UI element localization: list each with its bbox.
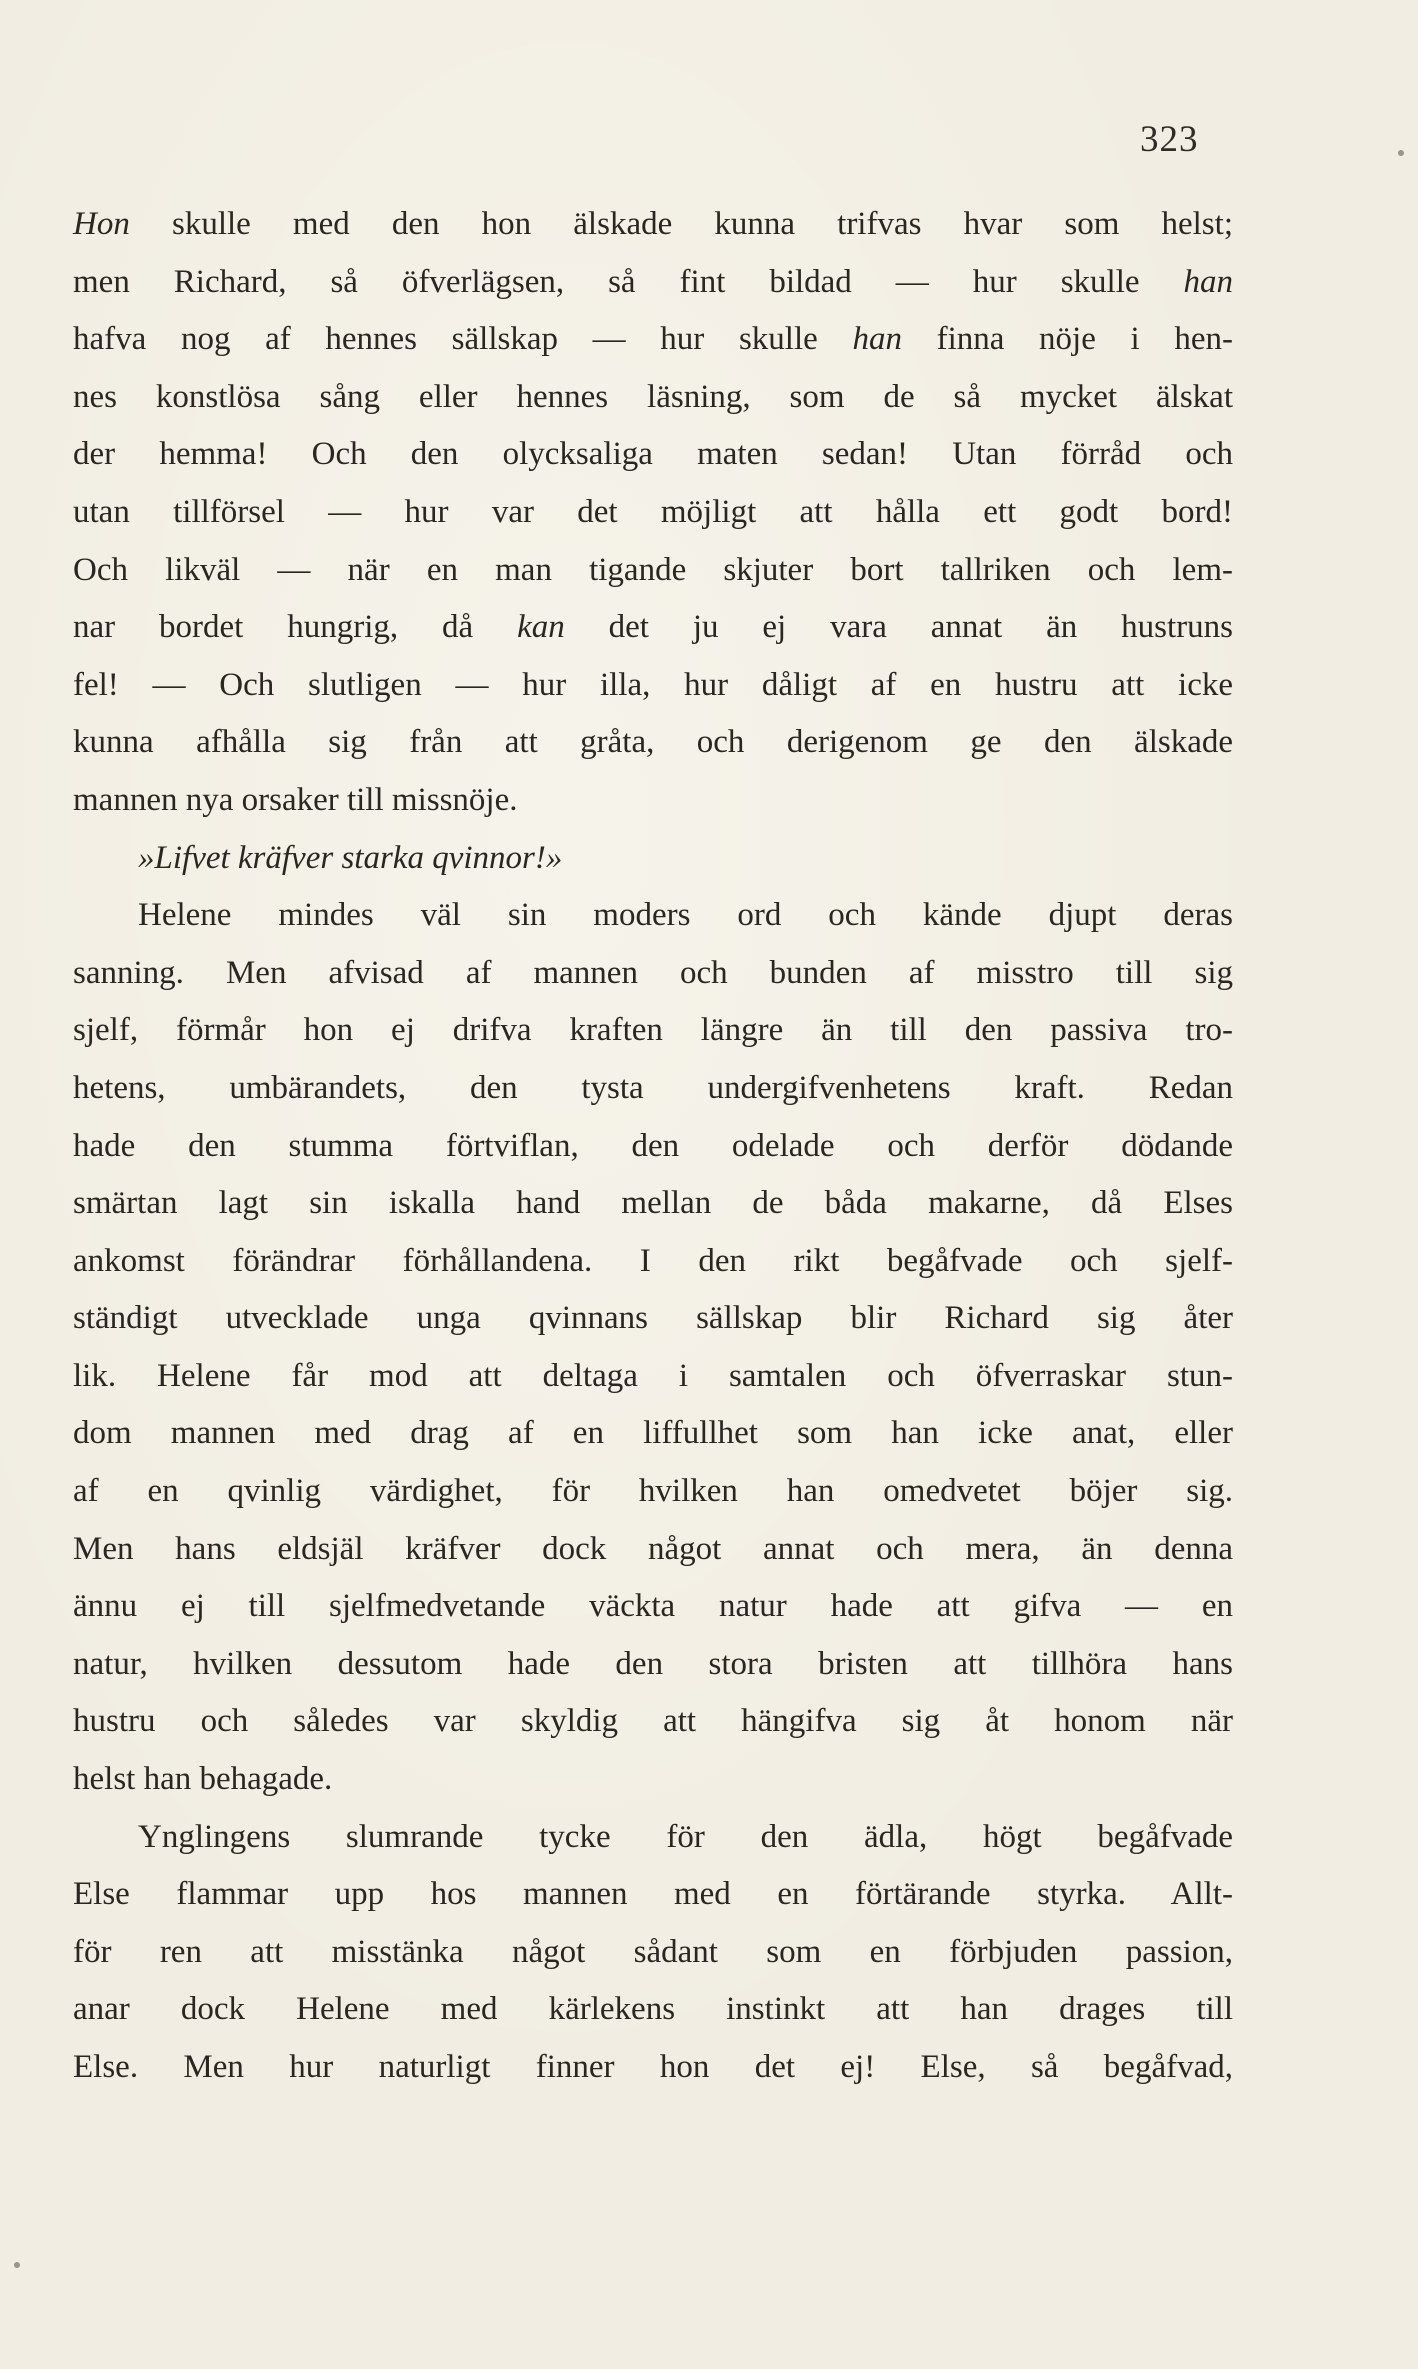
text-run: hafva nog af hennes sällskap — hur skulle (73, 321, 853, 358)
text-run: men Richard, så öfverlägsen, så fint bildad — hur skulle (73, 263, 1184, 300)
text-line (73, 657, 1233, 715)
text-run: ständigt utvecklade unga qvinnans sällskap blir Richard sig åter (73, 1300, 1233, 1337)
text-line (73, 1578, 1233, 1636)
italic-text: Hon (73, 206, 130, 242)
text-line (73, 1233, 1233, 1291)
text-line (73, 1924, 1233, 1982)
text-line (73, 1521, 1233, 1579)
text-line (73, 714, 1233, 772)
italic-text: han (1183, 263, 1233, 300)
text-line (73, 887, 1233, 945)
text-run: dom mannen med drag af en liffullhet som han icke anat, eller (73, 1415, 1233, 1452)
text-line (73, 1981, 1233, 2039)
italic-text: kan (517, 609, 565, 646)
paper-speck (14, 2262, 20, 2268)
text-line (73, 830, 1233, 888)
body-text (73, 196, 1233, 2097)
text-run: ankomst förändrar förhållandena. I den rikt begåfvade och sjelf- (73, 1242, 1233, 1279)
text-run: der hemma! Och den olycksaliga maten sedan! Utan förråd och (73, 436, 1233, 473)
text-run: för ren att misstänka något sådant som en förbjuden passion, (73, 1933, 1233, 1970)
text-run: kunna afhålla sig från att gråta, och derigenom ge den älskade (73, 724, 1233, 761)
text-run: sanning. Men afvisad af mannen och bunden af misstro till sig (73, 954, 1233, 991)
text-line (73, 369, 1233, 427)
text-line (73, 599, 1233, 657)
text-line (73, 945, 1233, 1003)
text-line (73, 254, 1233, 312)
text-run: Else. Men hur naturligt finner hon det ej! Else, så begåfvad, (73, 2049, 1233, 2085)
text-line (73, 1809, 1233, 1867)
text-line (73, 1290, 1233, 1348)
text-line (73, 1348, 1233, 1406)
text-run: sjelf, förmår hon ej drifva kraften längre än till den passiva tro- (73, 1012, 1233, 1049)
italic-text: han (852, 321, 902, 358)
text-run: helst han behagade. (73, 1761, 333, 1798)
text-line (73, 196, 1233, 254)
text-run: utan tillförsel — hur var det möjligt att hålla ett godt bord! (73, 493, 1233, 530)
text-line (73, 1693, 1233, 1751)
text-line (73, 1060, 1233, 1118)
text-run: natur, hvilken dessutom hade den stora bristen att tillhöra hans (73, 1645, 1233, 1682)
text-run: Men hans eldsjäl kräfver dock något annat och mera, än denna (73, 1530, 1233, 1567)
text-line (73, 1463, 1233, 1521)
text-line (73, 426, 1233, 484)
text-run: mannen nya orsaker till missnöje. (73, 781, 518, 818)
text-run: det ju ej vara annat än hustruns (564, 609, 1233, 646)
text-line (73, 1751, 1233, 1809)
paper-speck (1398, 150, 1404, 156)
text-run: smärtan lagt sin iskalla hand mellan de båda makarne, då Elses (73, 1185, 1233, 1222)
text-run: nar bordet hungrig, då (73, 609, 518, 646)
text-run: Helene mindes väl sin moders ord och kände djupt deras (138, 897, 1233, 934)
text-line (73, 1002, 1233, 1060)
text-run: anar dock Helene med kärlekens instinkt att han drages till (73, 1991, 1233, 2028)
text-run: Else flammar upp hos mannen med en förtärande styrka. Allt- (73, 1876, 1233, 1913)
text-run: fel! — Och slutligen — hur illa, hur dåligt af en hustru att icke (73, 666, 1233, 703)
text-run: skulle med den hon älskade kunna trifvas hvar som helst; (129, 206, 1233, 242)
text-run: hetens, umbärandets, den tysta undergifvenhetens kraft. Redan (73, 1069, 1233, 1106)
text-run: Ynglingens slumrande tycke för den ädla, högt begåfvade (138, 1818, 1233, 1855)
text-run: lik. Helene får mod att deltaga i samtalen och öfverraskar stun- (73, 1357, 1233, 1394)
text-run: af en qvinlig värdighet, för hvilken han omedvetet böjer sig. (73, 1473, 1233, 1510)
text-run: nes konstlösa sång eller hennes läsning, som de så mycket älskat (73, 378, 1233, 415)
text-line (73, 484, 1233, 542)
text-line (73, 772, 1233, 830)
text-line (73, 1405, 1233, 1463)
page-number: 323 (1140, 119, 1199, 160)
text-line (73, 311, 1233, 369)
text-line (73, 2039, 1233, 2097)
text-run: Och likväl — när en man tigande skjuter bort tallriken och lem- (73, 551, 1233, 588)
text-line (73, 1636, 1233, 1694)
text-line (73, 542, 1233, 600)
text-line (73, 1118, 1233, 1176)
text-run: finna nöje i hen- (901, 321, 1233, 358)
text-line (73, 1175, 1233, 1233)
text-run: ännu ej till sjelfmedvetande väckta natur hade att gifva — en (73, 1588, 1233, 1625)
text-run: hustru och således var skyldig att hängifva sig åt honom när (73, 1703, 1233, 1740)
italic-text: »Lifvet kräfver starka qvinnor!» (138, 839, 563, 876)
text-line (73, 1866, 1233, 1924)
text-run: hade den stumma förtviflan, den odelade och derför dödande (73, 1127, 1233, 1164)
